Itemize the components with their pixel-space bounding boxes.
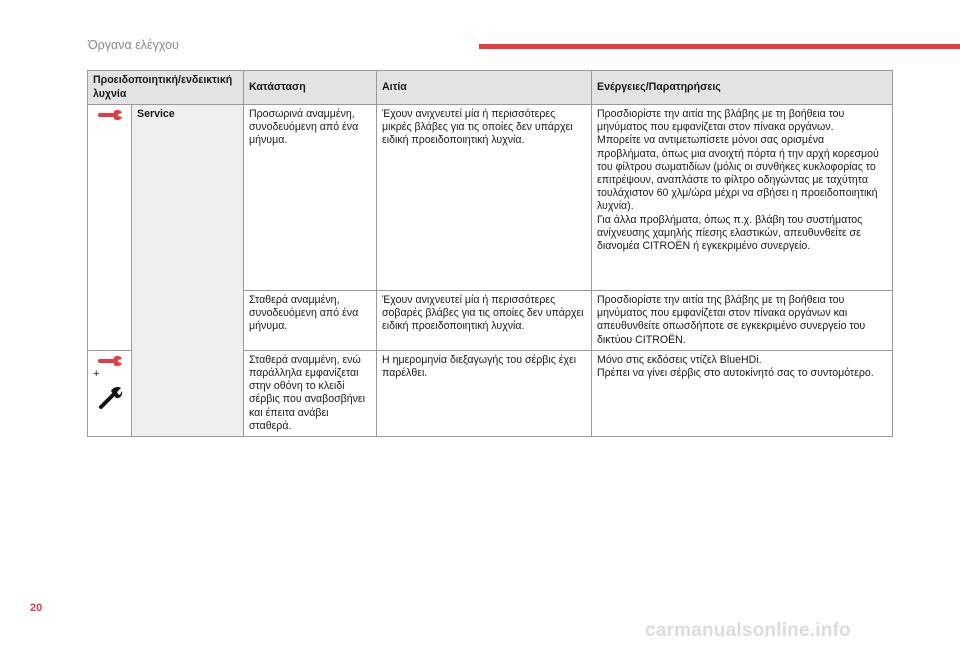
- row3-action: Μόνο στις εκδόσεις ντίζελ BlueHDi. Πρέπει να γίνει σέρβις στο αυτοκίνητό σας το συντομότερο.: [592, 350, 893, 436]
- header-action: Ενέργειες/Παρατηρήσεις: [592, 71, 893, 105]
- wrench-icon: [97, 108, 123, 122]
- service-lamp-icon-cell: [88, 105, 132, 351]
- table-row: [88, 105, 893, 291]
- row3-state: Σταθερά αναμμένη, ενώ παράλληλα εμφανίζεται στην οθόνη το κλειδί σέρβις που αναβοσβήνει και έπειτα ανάβει σταθερά.: [244, 350, 377, 436]
- row1-action: Προσδιορίστε την αιτία της βλάβης με τη βοήθεια του μηνύματος που εμφανίζεται στον πίνακα οργάνων. Μπορείτε να αντιμετωπίσετε μόνοι σας ορισμένα προβλήματα, όπως μια ανοιχτή πόρτα ή την αρχή κορεσμού του φίλτρου σωματιδίων (μόλις οι συνθήκες κυκλοφορίας το επιτρέψουν, αναπλάστε το φίλτρο οδηγώντας με ταχύτητα τουλάχιστον 60 χλμ/ώρα μέχρι να σβήσει η προειδοποιητική λυχνία). Για άλλα προβλήματα, όπως π.χ. βλάβη του συστήματος ανίχνευσης χαμηλής πίεσης ελαστικών, απευθυνθείτε σε διανομέα CITROËN ή εγκεκριμένο συνεργείο.: [592, 105, 893, 291]
- header-cause: Αιτία: [377, 71, 592, 105]
- table-header-row: [88, 71, 893, 105]
- lamp-name: Service: [132, 105, 244, 437]
- row2-cause: Έχουν ανιχνευτεί μία ή περισσότερες σοβαρές βλάβες για τις οποίες δεν υπάρχει ειδική προειδοποιητική λυχνία.: [377, 291, 592, 351]
- page-number: 20: [30, 602, 43, 614]
- wrench-icon: [97, 354, 123, 368]
- warning-lamp-table: [87, 70, 893, 437]
- watermark: carmanualsonline.info: [645, 620, 851, 641]
- row1-cause: Έχουν ανιχνευτεί μία ή περισσότερες μικρές βλάβες για τις οποίες δεν υπάρχει ειδική προειδοποιητική λυχνία.: [377, 105, 592, 291]
- row3-cause: Η ημερομηνία διεξαγωγής του σέρβις έχει παρέλθει.: [377, 350, 592, 436]
- service-key-icon-cell: [88, 350, 132, 436]
- plus-sign: +: [93, 367, 100, 380]
- service-key-icon: [97, 385, 123, 411]
- row2-action: Προσδιορίστε την αιτία της βλάβης με τη βοήθεια του μηνύματος που εμφανίζεται στον πίνακα οργάνων και απευθυνθείτε οπωσδήποτε σε εγκεκριμένο συνεργείο του δικτύου CITROËN.: [592, 291, 893, 351]
- row2-state: Σταθερά αναμμένη, συνοδευόμενη από ένα μήνυμα.: [244, 291, 377, 351]
- row1-state: Προσωρινά αναμμένη, συνοδευόμενη από ένα μήνυμα.: [244, 105, 377, 291]
- header-state: Κατάσταση: [244, 71, 377, 105]
- header-lamp: Προειδοποιητική/ενδεικτική λυχνία: [88, 71, 244, 105]
- section-title: Όργανα ελέγχου: [88, 38, 179, 52]
- header-accent-bar: [479, 44, 960, 49]
